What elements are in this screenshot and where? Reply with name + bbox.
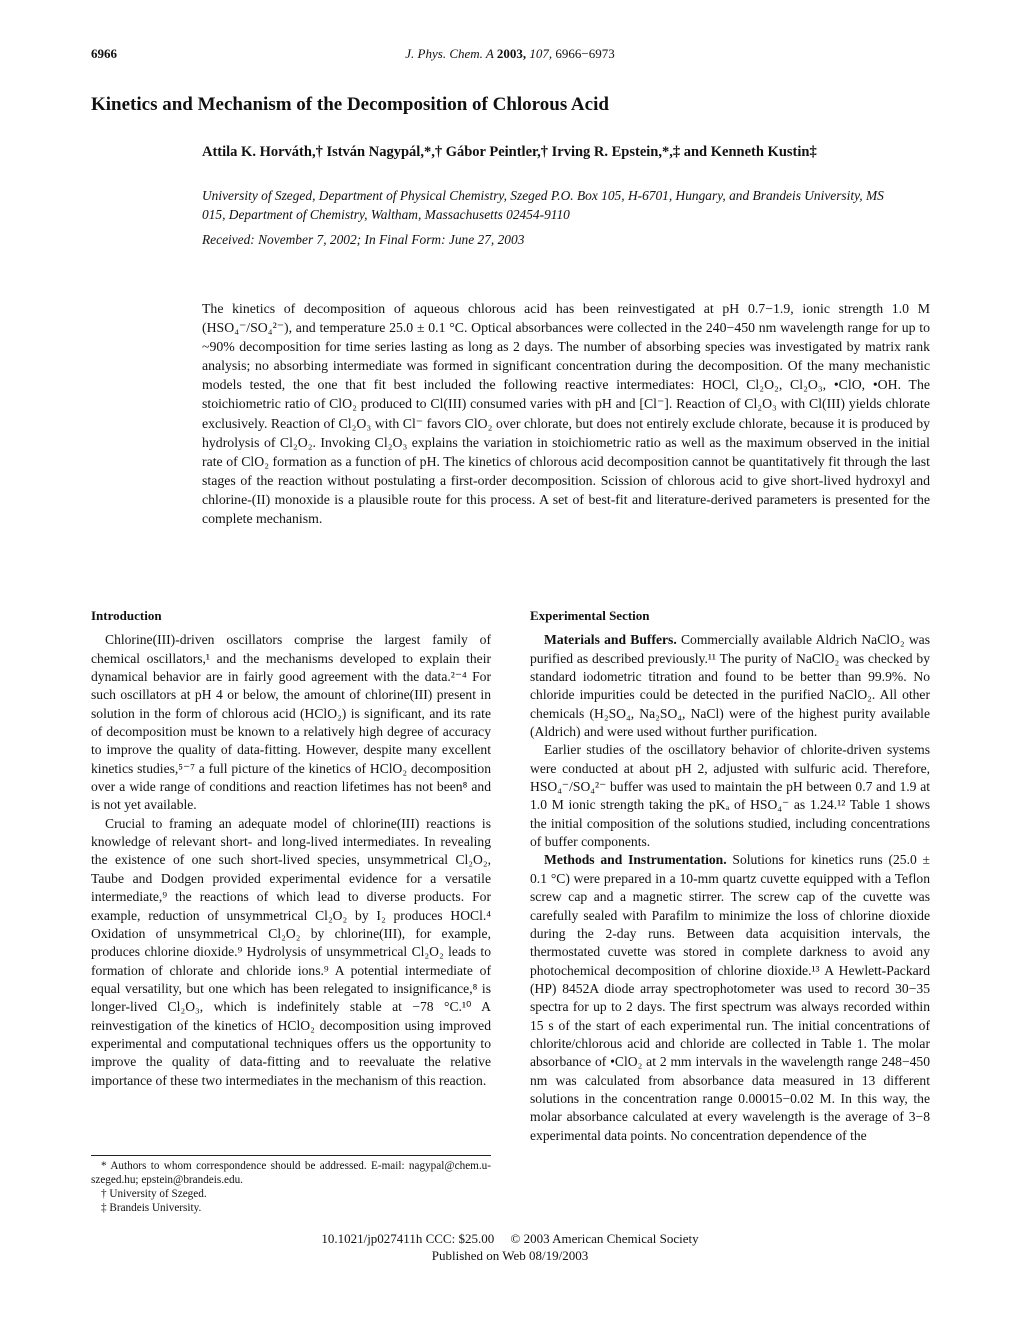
- section-heading-introduction: Introduction: [91, 608, 162, 623]
- paragraph: [530, 631, 930, 741]
- subsection-heading: Methods and Instrumentation.: [544, 852, 727, 868]
- footnotes: [91, 1159, 491, 1215]
- affiliations: University of Szeged, Department of Physical Chemistry, Szeged P.O. Box 105, H-6701, Hungary, and Brandeis University, MS 015, Department of Chemistry, Waltham, Massachusetts 02454-9110: [202, 188, 884, 222]
- doi-copyright: 10.1021/jp027411h CCC: $25.00 © 2003 American Chemical Society: [321, 1231, 699, 1246]
- footnote-szeged: † University of Szeged.: [101, 1188, 207, 1200]
- page-number: 6966: [91, 46, 117, 61]
- paper-title: Kinetics and Mechanism of the Decomposition of Chlorous Acid: [91, 94, 609, 115]
- left-column: [91, 607, 491, 1090]
- footnote-brandeis: ‡ Brandeis University.: [101, 1202, 202, 1214]
- journal-volume: 107,: [529, 46, 553, 61]
- journal-pages: 6966−6973: [555, 46, 615, 61]
- author-list: Attila K. Horváth,† István Nagypál,*,† Gábor Peintler,† Irving R. Epstein,*,‡ and Kenneth Kustin‡: [202, 144, 817, 160]
- journal-year: 2003,: [496, 46, 527, 61]
- page-footer: [0, 1230, 1020, 1264]
- paragraph-text: Commercially available Aldrich NaClO₂ was purified as described previously.¹¹ The purity of NaClO₂ was checked by standard iodometric titration and found to be better than 99.9%. No chloride impurities could be detected in the purified NaClO₂. All other chemicals (H₂SO₄, Na₂SO₄, NaCl) were of the highest purity available (Aldrich) and were used without further purification.: [530, 632, 931, 740]
- paragraph: Crucial to framing an adequate model of chlorine(III) reactions is knowledge of relevant short- and long-lived intermediates. In revealing the existence of one such short-lived species, unsymmetrical Cl₂O₂, Taube and Dodgen provided experimental evidence for a versatile intermediate,⁹ the reactions of which lead to diverse products. For example, reduction of unsymmetrical Cl₂O₂ by I₂ produces HOCl.⁴ Oxidation of unsymmetrical Cl₂O₂ by chlorine(III), for example, produces chlorine dioxide.⁹ Hydrolysis of unsymmetrical Cl₂O₂ leads to formation of chlorate and chloride ions.⁹ A potential intermediate of equal versatility, but one which has been relegated to insignificance,⁸ is longer-lived Cl₂O₃, which is indefinitely stable at −78 °C.¹⁰ A reinvestigation of the kinetics of HClO₂ decomposition using improved experimental and computational techniques offers us the opportunity to improve the quality of data-fitting and to reevaluate the relative importance of these two intermediates in the mechanism of this reaction.: [91, 815, 491, 1088]
- section-heading-experimental: Experimental Section: [530, 608, 650, 623]
- footnote-divider: [91, 1155, 491, 1156]
- paragraph-text: Solutions for kinetics runs (25.0 ± 0.1 °C) were prepared in a 10-mm quartz cuvette equipped with a Teflon screw cap and a magnetic stirrer. The screw cap of the cuvette was carefully sealed with Parafilm to minimize the loss of chlorine dioxide during the 2-day runs. Between data acquisition intervals, the thermostated cuvette was stored in complete darkness to avoid any photochemical decomposition of chlorine dioxide.¹³ A Hewlett-Packard (HP) 8452A diode array spectrophotometer was used to record 30−35 spectra for up to 2 days. The first spectrum was always recorded within 15 s of the start of each experimental run. The initial concentrations of chlorite/chlorous acid and chloride are collected in Table 1. The molar absorbance of •ClO₂ at 2 mm intervals in the wavelength range 248−450 nm was calculated from absorbance data measured in 13 different solutions in the concentration range 0.00015−0.02 M. In this way, the molar absorbance calculated at every wavelength is the average of 3−8 experimental data points. No concentration dependence of the: [530, 852, 931, 1143]
- journal-citation: [0, 46, 1020, 62]
- publication-date: Published on Web 08/19/2003: [431, 1248, 589, 1263]
- subsection-heading: Materials and Buffers.: [544, 632, 677, 648]
- footnote-correspondence: * Authors to whom correspondence should be addressed. E-mail: nagypal@chem.u-szeged.hu; epstein@brandeis.edu.: [91, 1160, 491, 1186]
- paragraph: [530, 741, 930, 851]
- abstract: The kinetics of decomposition of aqueous chlorous acid has been reinvestigated at pH 0.7−1.9, ionic strength 1.0 M (HSO₄⁻/SO₄²⁻), and temperature 25.0 ± 0.1 °C. Optical absorbances were collected in the 240−450 nm wavelength range for up to ~90% decomposition for time series lasting as long as 2 days. The number of absorbing species was investigated by matrix rank analysis; no absorbing intermediate was formed in significant concentration during the decomposition. Of the many mechanistic models tested, the one that fit best included the following reactive intermediates: HOCl, Cl₂O₂, Cl₂O₃, •ClO, •OH. The stoichiometric ratio of ClO₂ produced to Cl(III) consumed varies with pH and [Cl⁻]. Reaction of Cl₂O₃ with Cl(III) yields chlorate exclusively. Reaction of Cl₂O₃ with Cl⁻ favors ClO₂ over chlorate, but does not entirely exclude chlorate, because it is produced by hydrolysis of Cl₂O₂. Invoking Cl₂O₃ explains the variation in stoichiometric ratio as well as the maximum observed in the initial rate of ClO₂ formation as a function of pH. The kinetics of chlorous acid decomposition cannot be quantitatively fit through the last stages of the reaction without postulating a first-order decomposition. Scission of chlorous acid to give short-lived hydroxyl and chlorine-(II) monoxide is a plausible route for this process. A set of best-fit and literature-derived parameters is presented for the complete mechanism.: [202, 301, 930, 527]
- paragraph-text: Earlier studies of the oscillatory behavior of chlorite-driven systems were conducted at about pH 2, adjusted with sulfuric acid. Therefore, HSO₄⁻/SO₄²⁻ buffer was used to maintain the pH between 0.7 and 1.9 at 1.0 M ionic strength taking the pKₐ of HSO₄⁻ as 1.24.¹² Table 1 shows the initial composition of the solutions studied, including concentrations of buffer components.: [530, 742, 930, 850]
- journal-name: J. Phys. Chem. A: [405, 46, 494, 61]
- right-column: [530, 607, 930, 1145]
- received-dates: Received: November 7, 2002; In Final Form: June 27, 2003: [202, 232, 525, 247]
- paragraph: [530, 851, 930, 1145]
- paragraph: Chlorine(III)-driven oscillators comprise the largest family of chemical oscillators,¹ and the mechanisms developed to explain their dynamical behavior are in fairly good agreement with the data.²⁻⁴ For such oscillators at pH 4 or below, the amount of chlorine(III) present in solution in the form of chlorous acid (HClO₂) is significant, and its rate of decomposition must be known to a relatively high degree of accuracy to improve the quality of data-fitting. However, despite many excellent kinetics studies,⁵⁻⁷ a full picture of the kinetics of HClO₂ decomposition over a wide range of conditions and reaction lifetimes has not been⁸ and is not yet available.: [91, 632, 491, 813]
